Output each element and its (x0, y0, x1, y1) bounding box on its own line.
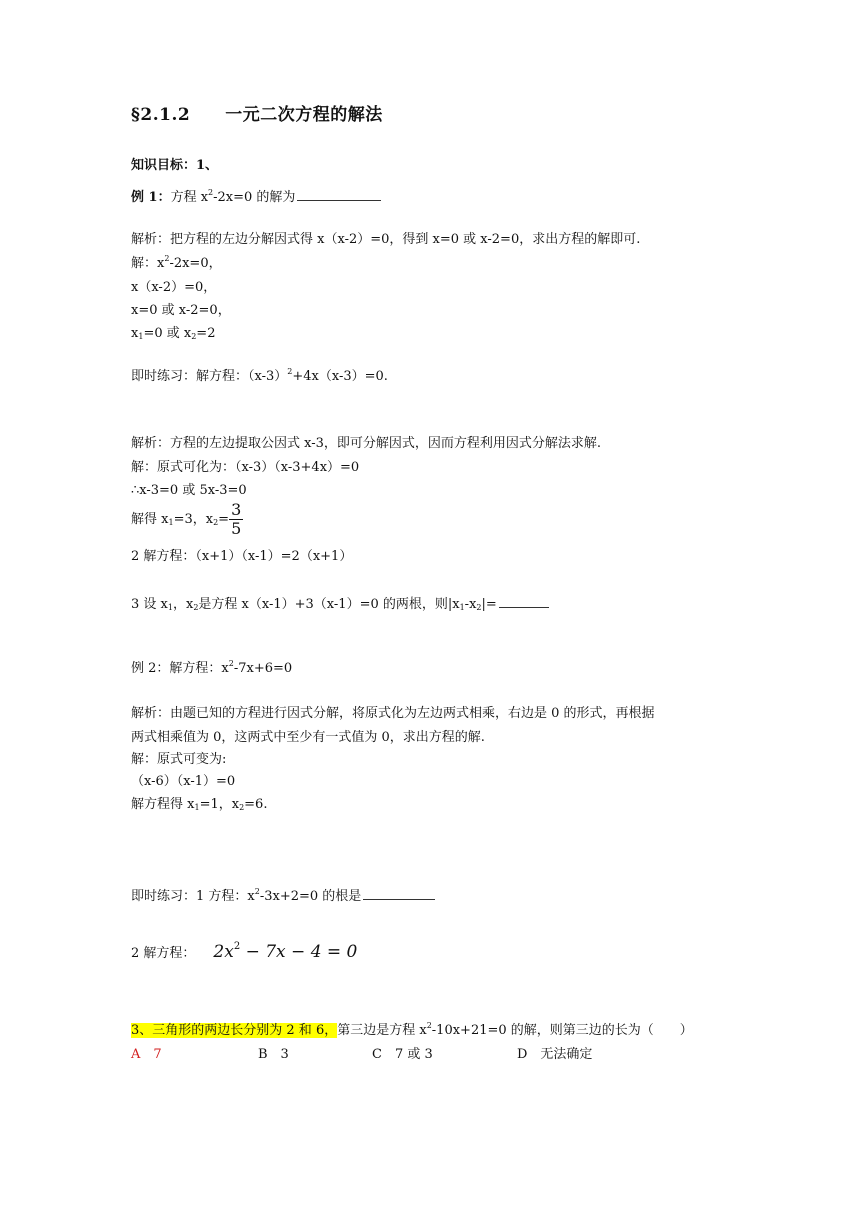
practice-1-solution-line: 解得 $x_1=3$，$x_2=$ $\frac{3}{5}$ (131, 500, 242, 538)
practice-2-question-3: 3、三角形的两边长分别为 2 和 6，第三边是方程 $x^2-10x+21=0$ 的解，则第三边的长为（ ） (131, 1021, 693, 1038)
practice-2-question-1: 即时练习：1 方程：$x^2-3x+2=0$ 的根是 (131, 887, 435, 906)
example-1-solution-line: x（x-2）=0， (131, 280, 217, 295)
example-2-analysis: 解析：由题已知的方程进行因式分解，将原式化为左边两式相乘，右边是 0 的形式，再根据 (131, 706, 655, 721)
fraction: $\frac{3}{5}$ (231, 500, 242, 538)
practice-1-analysis: 解析：方程的左边提取公因式 x-3，即可分解因式，因而方程利用因式分解法求解. (131, 436, 602, 451)
practice-2-question-2: 2 解方程： $2x^2 - 7x - 4 = 0$ (131, 941, 358, 962)
example-1-solution-line: $x_1=0$ 或 $x_2=2$ (131, 326, 216, 341)
practice-1-solution-line: ∴x-3=0 或 5x-3=0 (131, 483, 247, 498)
option-a: A 7 (131, 1047, 162, 1062)
equation: $2x^2 - 7x - 4 = 0$ (213, 941, 358, 962)
practice-1-question-3: 3 设 $x_1$，$x_2$是方程 x（x-1）+3（x-1）=0 的两根，则$|x_1-x_2|=$ (131, 595, 549, 614)
option-b: B 3 (258, 1047, 289, 1062)
example-1-solution-line: x=0 或 x-2=0， (131, 303, 231, 318)
highlighted-text: 3、三角形的两边长分别为 2 和 6， (131, 1023, 338, 1038)
example-2-question: 例 2：解方程：$x^2-7x+6=0$ (131, 659, 293, 676)
answer-blank (297, 188, 381, 201)
example-2-solution-line: 解方程得 $x_1=1$，$x_2=6$. (131, 797, 268, 812)
knowledge-objective (131, 157, 218, 175)
example-1-question: 例 1：方程 $x^2-2x=0$ 的解为 (131, 188, 381, 207)
page-title: §2.1.2 一元二次方程的解法 (131, 105, 383, 125)
practice-1-solution-line: 解：原式可化为：（x-3）（x-3+4x）=0 (131, 460, 360, 475)
example-1-analysis: 解析：把方程的左边分解因式得 x（x-2）=0，得到 x=0 或 x-2=0，求出方程的解即可. (131, 232, 641, 247)
option-d: D 无法确定 (517, 1047, 593, 1062)
practice-1-question: 即时练习：解方程：$(x-3)^2+4x(x-3)=0$. (131, 367, 388, 384)
example-2-solution-line: （x-6）（x-1）=0 (131, 774, 236, 789)
answer-blank (363, 887, 435, 900)
practice-1-question-2: 2 解方程：（x+1）（x-1）=2（x+1） (131, 549, 353, 564)
example-2-analysis: 两式相乘值为 0，这两式中至少有一式值为 0，求出方程的解. (131, 730, 485, 745)
example-2-solution-line: 解：原式可变为: (131, 752, 227, 767)
objective-text: 1、 (196, 158, 219, 173)
objective-label: 知识目标： (131, 158, 197, 173)
example-1-label: 例 1： (131, 190, 171, 205)
example-1-solution-line: 解：$x^2-2x=0$， (131, 254, 222, 271)
answer-blank (499, 595, 549, 608)
option-c: C 7 或 3 (372, 1047, 433, 1062)
